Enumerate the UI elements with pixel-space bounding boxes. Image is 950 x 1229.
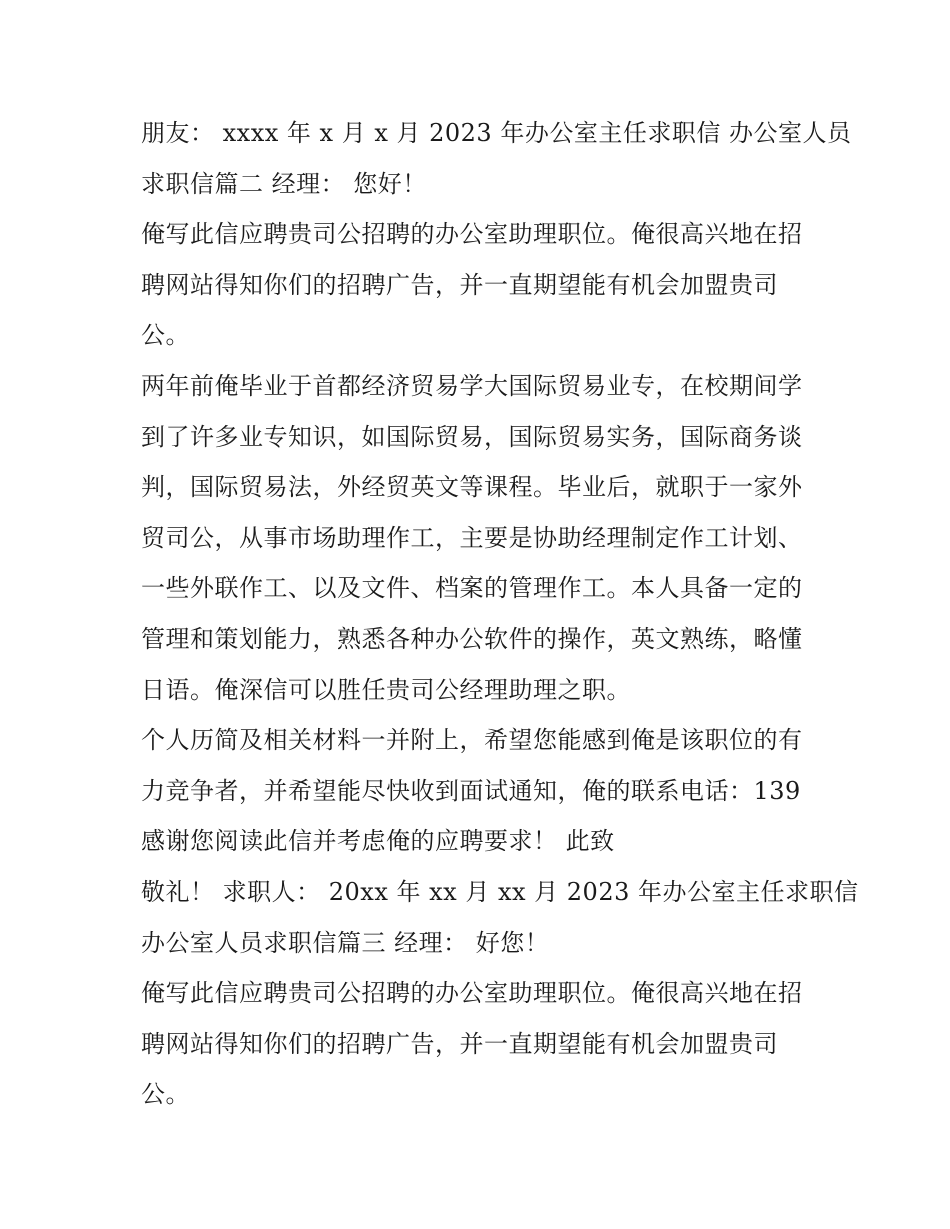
text-line: 判，国际贸易法，外经贸英文等课程。毕业后，就职于一家外: [141, 473, 803, 502]
text-line: 日语。俺深信可以胜任贵司公经理助理之职。: [141, 675, 631, 704]
text-line: 俺写此信应聘贵司公招聘的办公室助理职位。俺很高兴地在招: [141, 979, 803, 1008]
text-line: 感谢您阅读此信并考虑俺的应聘要求！ 此致: [141, 827, 615, 856]
text-line: 办公室人员求职信篇三 经理： 好您！: [141, 928, 550, 957]
text-line: 到了许多业专知识，如国际贸易，国际贸易实务，国际商务谈: [141, 422, 803, 451]
text-line: 管理和策划能力，熟悉各种办公软件的操作，英文熟练，略懂: [141, 624, 803, 653]
text-line: 朋友： xxxx 年 x 月 x 月 2023 年办公室主任求职信 办公室人员: [141, 119, 852, 147]
text-line: 聘网站得知你们的招聘广告，并一直期望能有机会加盟贵司: [141, 1029, 778, 1058]
text-line: 个人历简及相关材料一并附上，希望您能感到俺是该职位的有: [141, 726, 803, 755]
text-line: 两年前俺毕业于首都经济贸易学大国际贸易业专，在校期间学: [141, 371, 803, 400]
text-line: 俺写此信应聘贵司公招聘的办公室助理职位。俺很高兴地在招: [141, 220, 803, 249]
text-line: 力竞争者，并希望能尽快收到面试通知，俺的联系电话：139: [141, 776, 801, 805]
text-line: 聘网站得知你们的招聘广告，并一直期望能有机会加盟贵司: [141, 270, 778, 299]
text-line: 一些外联作工、以及文件、档案的管理作工。本人具备一定的: [141, 574, 803, 603]
letter-body: [141, 108, 859, 1120]
text-line: 敬礼！ 求职人： 20xx 年 xx 月 xx 月 2023 年办公室主任求职信: [141, 877, 859, 906]
text-line: 贸司公，从事市场助理作工，主要是协助经理制定作工计划、: [141, 523, 803, 552]
text-line: 公。: [141, 1080, 190, 1109]
text-line: 公。: [141, 321, 190, 350]
text-line: 求职信篇二 经理： 您好！: [141, 169, 427, 198]
